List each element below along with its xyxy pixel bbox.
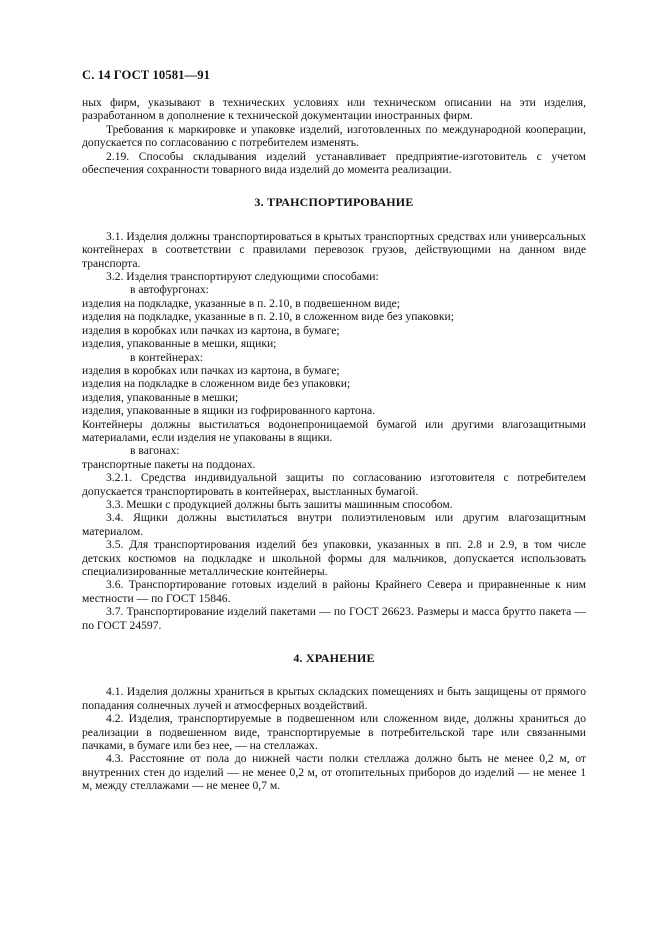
paragraph-4-2: 4.2. Изделия, транспортируемые в подвешенном или сложенном виде, должны храниться до реализации в подвешенном виде, транспортируемые в потребительской таре или связанными пачками, в бумаге или без нее, — на стеллажах. [82,712,586,753]
subheading-vans: в автофургонах: [130,283,209,297]
paragraph-4-1: 4.1. Изделия должны храниться в крытых складских помещениях и быть защищены от прямого попадания солнечных лучей и атмосферных воздействий. [82,685,586,712]
subheading-wagons: в вагонах: [130,444,180,458]
subheading-containers: в контейнерах: [130,350,204,364]
paragraph-3-6: 3.6. Транспортирование готовых изделий в районы Крайнего Севера и приравненные к ним местности — по ГОСТ 15846. [82,578,586,605]
paragraph-3-2: 3.2. Изделия транспортируют следующими способами: [106,270,379,284]
list-item: изделия на подкладке в сложенном виде без упаковки; [82,377,351,391]
paragraph: Требования к маркировке и упаковке изделий, изготовленных по международной кооперации, допускается по согласованию с потребителем изменять. [82,122,586,150]
paragraph-2-19: 2.19. Способы складывания изделий устанавливает предприятие-изготовитель с учетом обеспечения сохранности товарного вида изделий до момента реализации. [82,149,586,177]
list-item: изделия в коробках или пачках из картона, в бумаге; [82,323,340,337]
paragraph-3-2-1: 3.2.1. Средства индивидуальной защиты по согласованию изготовителя с потребителем допускается транспортировать в контейнерах, выстланных бумагой. [82,471,586,498]
paragraph-3-3: 3.3. Мешки с продукцией должны быть зашиты машинным способом. [106,497,453,511]
paragraph-3-1: 3.1. Изделия должны транспортироваться в крытых транспортных средствах или универсальных контейнерах в соответствии с правилами перевозок грузов, действующими на данном виде транспорта. [82,229,586,270]
paragraph: ных фирм, указывают в технических условиях или техническом описании на эти изделия, разработанном в дополнение к технической документации иностранных фирм. [82,96,586,123]
list-item: изделия на подкладке, указанные в п. 2.10, в сложенном виде без упаковки; [82,310,454,324]
paragraph-3-5: 3.5. Для транспортирования изделий без упаковки, указанных в пп. 2.8 и 2.9, в том числе детских костюмов на подкладке и школьной формы для мальчиков, допускается использовать специализированные металлические контейнеры. [82,538,586,578]
list-item: изделия, упакованные в мешки, ящики; [82,337,277,351]
list-item: изделия в коробках или пачках из картона, в бумаге; [82,363,340,377]
list-item: транспортные пакеты на поддонах. [82,457,256,471]
section-3-title: 3. ТРАНСПОРТИРОВАНИЕ [254,195,414,210]
paragraph-3-4: 3.4. Ящики должны выстилаться внутри полиэтиленовым или другим влагозащитным материалом. [82,511,586,538]
paragraph-3-7: 3.7. Транспортирование изделий пакетами — по ГОСТ 26623. Размеры и масса брутто пакета — по ГОСТ 24597. [82,605,586,632]
document-body [82,96,586,793]
page-header: С. 14 ГОСТ 10581—91 [82,68,210,82]
paragraph-4-3: 4.3. Расстояние от пола до нижней части полки стеллажа должно быть не менее 0,2 м, от внутренних стен до изделий — не менее 0,2 м, от отопительных приборов до изделий — не менее 1 м, между стеллажами — не менее 0,7 м. [82,752,586,793]
list-item: изделия, упакованные в мешки; [82,390,239,404]
section-4-title: 4. ХРАНЕНИЕ [293,651,375,666]
list-item: изделия, упакованные в ящики из гофрированного картона. [82,404,376,418]
paragraph-lining: Контейнеры должны выстилаться водонепроницаемой бумагой или другими влагозащитными материалами, если изделия не упакованы в ящики. [82,417,586,444]
list-item: изделия на подкладке, указанные в п. 2.10, в подвешенном виде; [82,296,400,310]
